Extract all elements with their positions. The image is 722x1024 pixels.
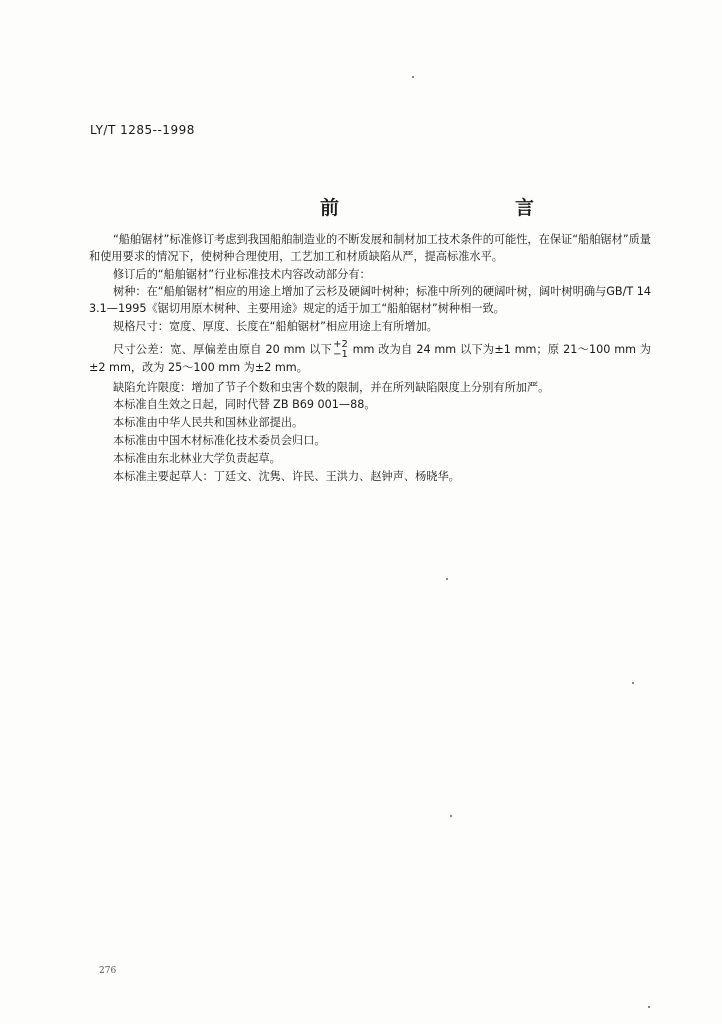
paragraph-managed-by: 本标准由中国木材标准化技术委员会归口。 bbox=[113, 433, 326, 447]
scan-speck bbox=[412, 76, 414, 78]
paragraph-tolerance bbox=[89, 340, 651, 377]
paragraph-drafted-by: 本标准由东北林业大学负责起草。 bbox=[113, 451, 281, 465]
scan-speck bbox=[450, 815, 452, 817]
standard-code: LY/T 1285--1998 bbox=[90, 123, 195, 137]
paragraph-proposed-by: 本标准由中华人民共和国林业部提出。 bbox=[113, 416, 304, 430]
tolerance-prefix: 尺寸公差：宽、厚偏差由原自 20 mm 以下 bbox=[113, 342, 333, 356]
paragraph-supersedes: 本标准自生效之日起，同时代替 ZB B69 001—88。 bbox=[113, 398, 376, 412]
page-title: 前 言 bbox=[320, 197, 581, 219]
scan-speck bbox=[648, 1006, 650, 1008]
page-number: 276 bbox=[99, 966, 117, 976]
scan-speck bbox=[446, 578, 448, 580]
tolerance-lower: −1 bbox=[333, 348, 348, 360]
tolerance-upper: +2 bbox=[333, 338, 348, 350]
paragraph-drafters: 本标准主要起草人：丁廷文、沈隽、许民、王洪力、赵钟声、杨晓华。 bbox=[113, 469, 460, 483]
paragraph-dimensions: 规格尺寸：宽度、厚度、长度在“船舶锯材”相应用途上有所增加。 bbox=[113, 319, 438, 333]
paragraph-intro: “船舶锯材”标准修订考虑到我国船舶制造业的不断发展和制材加工技术条件的可能性，在保证“船舶锯材”质量和使用要求的情况下，使树种合理使用，工艺加工和材质缺陷从严，提高标准水平。 bbox=[89, 233, 651, 263]
scan-speck bbox=[632, 682, 634, 684]
paragraph-defects: 缺陷允许限度：增加了节子个数和虫害个数的限制，并在所列缺陷限度上分别有所加严。 bbox=[113, 380, 550, 394]
tolerance-suffix: mm 改为自 24 mm 以下为±1 mm；原 21～100 mm 为±2 mm，改为 25～100 mm 为±2 mm。 bbox=[89, 342, 651, 374]
tolerance-fraction bbox=[333, 340, 348, 360]
paragraph-changes-intro: 修订后的“船舶锯材”行业标准技术内容改动部分有： bbox=[113, 267, 371, 281]
paragraph-species: 树种：在“船舶锯材”相应的用途上增加了云杉及硬阔叶树种；标准中所列的硬阔叶树，阔叶树明确与GB/T 143.1—1995《锯切用原木树种、主要用途》规定的适于加工“船舶锯材”树种相一致。 bbox=[89, 285, 651, 316]
foreword-body bbox=[89, 232, 651, 486]
